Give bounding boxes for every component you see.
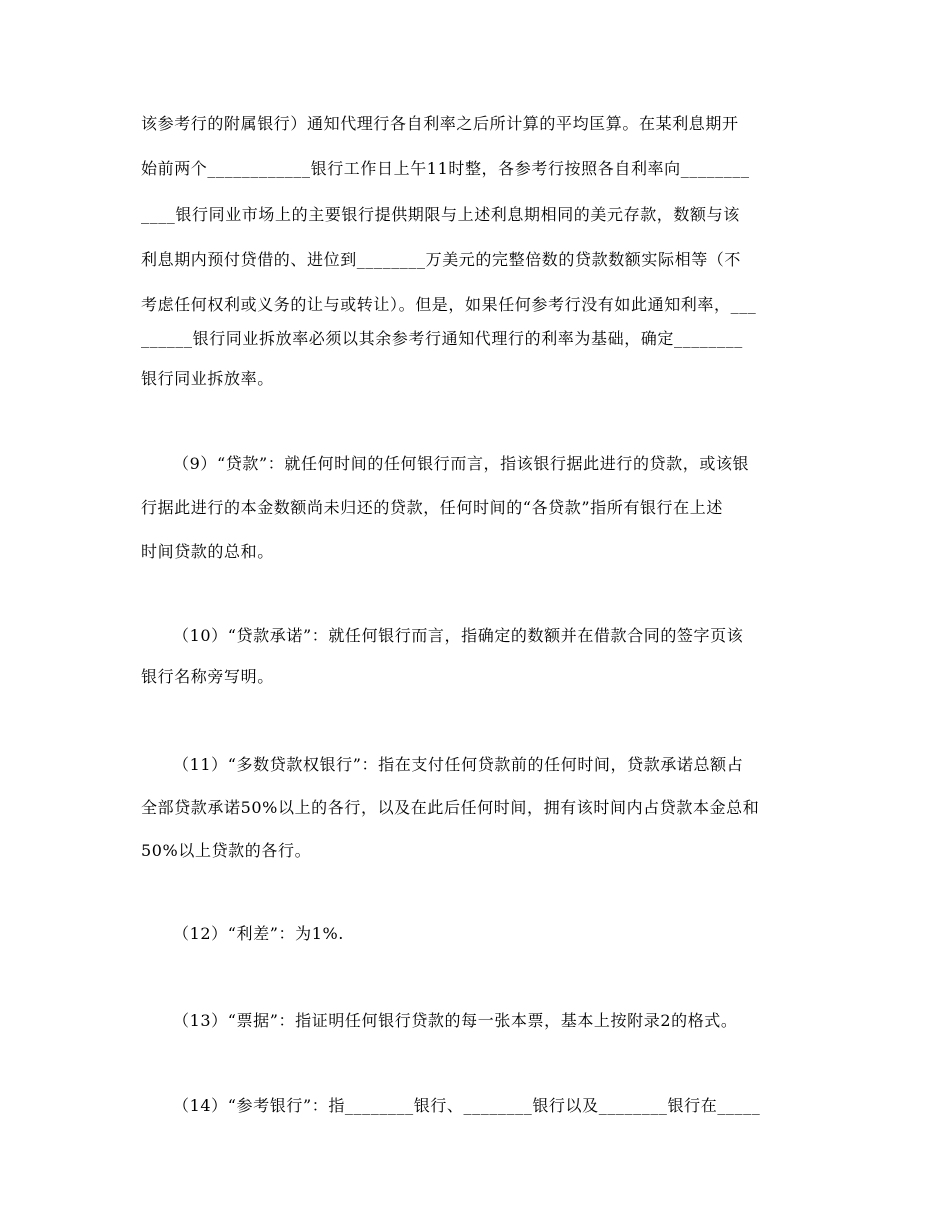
clause-10-first-line: （10）“贷款承诺”：就任何银行而言，指确定的数额并在借款合同的签字页该 <box>173 626 744 645</box>
text-line: 50%以上贷款的各行。 <box>141 841 312 860</box>
text-line: 全部贷款承诺50%以上的各行，以及在此后任何时间，拥有该时间内占贷款本金总和 <box>141 798 760 817</box>
clause-13-line: （13）“票据”：指证明任何银行贷款的每一张本票，基本上按附录2的格式。 <box>173 1011 738 1030</box>
clause-11-first-line: （11）“多数贷款权银行”：指在支付任何贷款前的任何时间，贷款承诺总额占 <box>173 755 744 774</box>
text-line: 始前两个____________银行工作日上午11时整，各参考行按照各自利率向________ <box>141 159 750 178</box>
text-line: 该参考行的附属银行）通知代理行各自利率之后所计算的平均匡算。在某利息期开 <box>141 114 739 133</box>
clause-9-first-line: （9）“贷款”：就任何时间的任何银行而言，指该银行据此进行的贷款，或该银 <box>173 454 750 473</box>
text-line: 银行名称旁写明。 <box>141 667 274 686</box>
text-line: 银行同业拆放率。 <box>141 369 274 388</box>
text-line: ____银行同业市场上的主要银行提供期限与上述利息期相同的美元存款，数额与该 <box>141 205 740 224</box>
text-line: 考虑任何权利或义务的让与或转让）。但是，如果任何参考行没有如此通知利率，___ <box>141 295 757 314</box>
clause-14-first-line: （14）“参考银行”：指________银行、________银行以及________银行在_____ <box>173 1096 761 1115</box>
text-line: 时间贷款的总和。 <box>141 542 274 561</box>
text-line: 行据此进行的本金数额尚未归还的贷款，任何时间的“各贷款”指所有银行在上述 <box>141 498 723 517</box>
text-line: 利息期内预付贷借的、进位到________万美元的完整倍数的贷款数额实际相等（不 <box>141 250 742 269</box>
text-line: ______银行同业拆放率必须以其余参考行通知代理行的利率为基础，确定________ <box>141 329 743 348</box>
clause-12-line: （12）“利差”：为1%. <box>173 924 344 943</box>
